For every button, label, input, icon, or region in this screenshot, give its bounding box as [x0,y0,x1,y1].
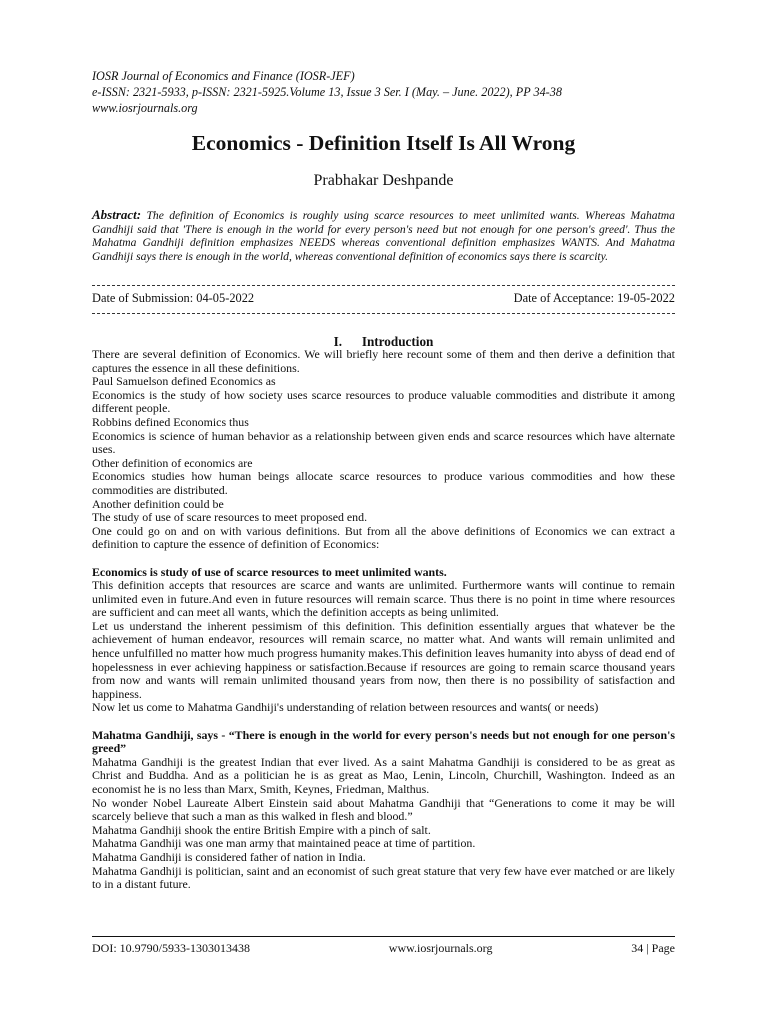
paragraph: One could go on and on with various definitions. But from all the above definitions of Economics we can extract a definition to capture the essence of definition of Economics: [92,523,675,552]
journal-issn: e-ISSN: 2321-5933, p-ISSN: 2321-5925.Volume 13, Issue 3 Ser. I (May. – June. 2022), PP 34-38 [92,85,562,99]
paragraph: Robbins defined Economics thus [92,414,249,429]
subheading-text: Economics is study of use of scarce resources to meet unlimited wants. [92,564,447,579]
paragraph: This definition accepts that resources are scarce and wants are unlimited. Furthermore wants will continue to remain unlimited even in future.And even in future resources will remain scarce. Thus there is no point in time where resources are sufficient and can meet all wants, which the definition accepts as being unlimited. [92,578,675,620]
paragraph: There are several definition of Economics. We will briefly here recount some of them and then derive a definition that captures the essence in all these definitions. [92,347,675,375]
divider-bottom [92,313,675,314]
footer-page-number: 34 | Page [631,941,675,955]
page-footer [92,941,675,956]
paragraph: Mahatma Gandhiji was one man army that maintained peace at time of partition. [92,836,476,851]
subheading [92,729,675,756]
journal-header [92,68,562,116]
abstract-text: The definition of Economics is roughly using scarce resources to meet unlimited wants. Whereas Mahatma Gandhiji said that 'There is enough in the world for every person's need but not enough for one person's greed'. Thus the Mahatma Gandhiji definition emphasizes NEEDS whereas conventional definition emphasizes WANTS. And Mahatma Gandhiji says there is enough in the world, whereas conventional definition of economics says there is scarcity. [92,209,675,263]
paragraph: Mahatma Gandhiji is the greatest Indian that ever lived. As a saint Mahatma Gandhiji is considered to be as great as Christ and Buddha. And as a politician he is as great as Mao, Lenin, Lincoln, Churchill, Washington. Indeed as an economist he is no less than Marx, Smith, Keynes, Friedman, Malthus. [92,754,675,796]
paragraph: Mahatma Gandhiji shook the entire British Empire with a pinch of salt. [92,822,431,837]
body-text [92,348,675,892]
abstract [92,208,675,263]
footer-website[interactable]: www.iosrjournals.org [388,941,493,955]
paragraph: Other definition of economics are [92,455,253,470]
journal-website[interactable]: www.iosrjournals.org [92,101,198,115]
paper-title: Economics - Definition Itself Is All Wrong [191,131,576,155]
paragraph: Now let us come to Mahatma Gandhiji's understanding of relation between resources and wants( or needs) [92,700,599,715]
journal-name: IOSR Journal of Economics and Finance (IOSR-JEF) [92,69,355,83]
paragraph: Mahatma Gandhiji is politician, saint and an economist of such great stature that very few have ever matched or are likely to in a distant future. [92,863,675,892]
submission-date: Date of Submission: 04-05-2022 [92,291,255,305]
paragraph: Paul Samuelson defined Economics as [92,374,276,389]
footer-doi[interactable]: DOI: 10.9790/5933-1303013438 [92,941,250,955]
subheading-text: Mahatma Gandhiji, says - “There is enough in the world for every person's needs but not enough for one person's greed” [92,727,675,756]
dates-row [92,291,675,306]
paragraph: Economics studies how human beings allocate scarce resources to produce various commodities and how these commodities are distributed. [92,469,675,497]
paragraph: Economics is the study of how society uses scarce resources to produce valuable commodities and distribute it among different people. [92,387,675,416]
subheading [92,566,675,580]
paragraph: Another definition could be [92,496,224,511]
paragraph: Let us understand the inherent pessimism of this definition. This definition essentially argues that whatever be the achievement of human endeavor, resources will remain scarce, no matter what. And wants will remain unlimited and hence unfulfilled no matter how much progress humanity makes.This definition leaves humanity into abyss of dead end of hopelessness in ever achieving happiness or satisfaction.Because if resources are going to remain scarce thousand years from now and wants will remain unlimited thousand years from now, then there is no possibility of satisfaction and happiness. [92,618,675,701]
divider-top [92,285,675,286]
paragraph: Mahatma Gandhiji is considered father of nation in India. [92,849,366,864]
paragraph: The study of use of scare resources to meet proposed end. [92,510,368,525]
paragraph: No wonder Nobel Laureate Albert Einstein said about Mahatma Gandhiji that “Generations to come it may be will scarcely believe that such a man as this walked in flesh and blood.” [92,795,675,824]
section-title: Introduction [361,334,434,349]
author-name: Prabhakar Deshpande [313,172,454,189]
acceptance-date: Date of Acceptance: 19-05-2022 [513,291,675,305]
paragraph: Economics is science of human behavior as a relationship between given ends and scarce resources which have alternate uses. [92,428,675,457]
section-number: I. [333,334,343,349]
abstract-label: Abstract: [92,207,142,222]
footer-rule [92,936,675,937]
